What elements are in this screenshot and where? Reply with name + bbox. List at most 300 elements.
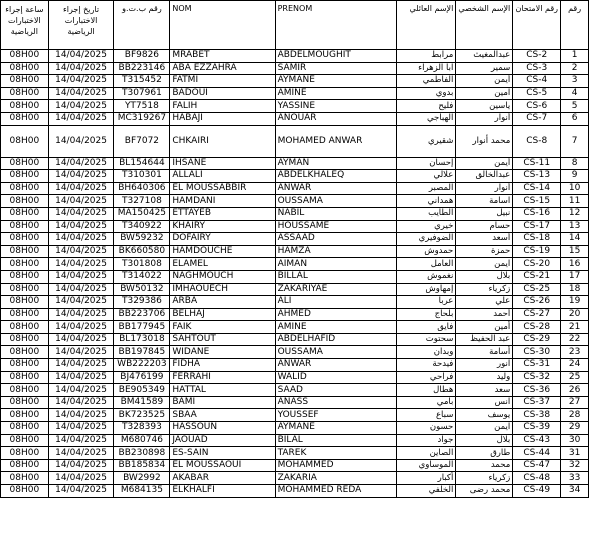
table-row: [1, 346, 589, 359]
cell-nom-ar: الطايب: [396, 207, 456, 220]
cell-num: 31: [561, 447, 589, 460]
cell-nom: FERRAHI: [170, 371, 275, 384]
cell-heure: 08H00: [1, 157, 49, 170]
cell-code: T329386: [114, 296, 170, 309]
cell-nom-ar: الموساوي: [396, 459, 456, 472]
cell-date: 14/04/2025: [48, 62, 114, 75]
cell-prenom-ar: وليد: [456, 371, 513, 384]
cell-exam: CS-17: [513, 220, 561, 233]
table-row: [1, 233, 589, 246]
cell-exam: CS-32: [513, 371, 561, 384]
cell-nom-ar: فليح: [396, 100, 456, 113]
cell-code: T307961: [114, 87, 170, 100]
cell-prenom-ar: أنوار: [456, 112, 513, 125]
cell-nom: BELHAJ: [170, 308, 275, 321]
cell-prenom: TAREK: [275, 447, 396, 460]
cell-date: 14/04/2025: [48, 100, 114, 113]
cell-heure: 08H00: [1, 396, 49, 409]
cell-nom-ar: بامي: [396, 396, 456, 409]
cell-num: 27: [561, 396, 589, 409]
header-nom: NOM: [170, 1, 275, 50]
cell-code: BB230898: [114, 447, 170, 460]
cell-prenom-ar: بلال: [456, 270, 513, 283]
table-row: [1, 384, 589, 397]
cell-nom: JAOUAD: [170, 434, 275, 447]
cell-nom: ELAMEL: [170, 258, 275, 271]
cell-code: BM41589: [114, 396, 170, 409]
header-date: تاريخ إجراء الاختبارات الرياضية: [48, 1, 114, 50]
cell-nom: DOFAIRY: [170, 233, 275, 246]
cell-heure: 08H00: [1, 207, 49, 220]
cell-nom-ar: سحتوت: [396, 333, 456, 346]
cell-date: 14/04/2025: [48, 434, 114, 447]
cell-prenom: MOHAMMED REDA: [275, 485, 396, 498]
cell-num: 22: [561, 333, 589, 346]
cell-code: T327108: [114, 195, 170, 208]
cell-num: 6: [561, 112, 589, 125]
cell-heure: 08H00: [1, 371, 49, 384]
cell-prenom-ar: طارق: [456, 447, 513, 460]
cell-date: 14/04/2025: [48, 170, 114, 183]
cell-exam: CS-21: [513, 270, 561, 283]
cell-exam: CS-43: [513, 434, 561, 447]
cell-code: BB223706: [114, 308, 170, 321]
cell-heure: 08H00: [1, 447, 49, 460]
header-row: [1, 1, 589, 50]
cell-exam: CS-38: [513, 409, 561, 422]
cell-nom: SAHTOUT: [170, 333, 275, 346]
cell-date: 14/04/2025: [48, 195, 114, 208]
cell-prenom: MOHAMED ANWAR: [275, 125, 396, 157]
cell-heure: 08H00: [1, 296, 49, 309]
cell-nom-ar: سباع: [396, 409, 456, 422]
cell-date: 14/04/2025: [48, 182, 114, 195]
table-row: [1, 396, 589, 409]
cell-code: WB222203: [114, 359, 170, 372]
cell-exam: CS-11: [513, 157, 561, 170]
cell-num: 7: [561, 125, 589, 157]
cell-code: MC319267: [114, 112, 170, 125]
table-body: [1, 50, 589, 498]
cell-heure: 08H00: [1, 195, 49, 208]
table-row: [1, 359, 589, 372]
cell-date: 14/04/2025: [48, 125, 114, 157]
table-row: [1, 207, 589, 220]
cell-prenom: HAMZA: [275, 245, 396, 258]
cell-exam: CS-15: [513, 195, 561, 208]
cell-nom-ar: الخلفي: [396, 485, 456, 498]
cell-nom-ar: وبدان: [396, 346, 456, 359]
cell-exam: CS-20: [513, 258, 561, 271]
cell-nom: EL MOUSSAOUI: [170, 459, 275, 472]
cell-exam: CS-39: [513, 422, 561, 435]
table-row: [1, 371, 589, 384]
cell-date: 14/04/2025: [48, 220, 114, 233]
cell-date: 14/04/2025: [48, 333, 114, 346]
table-row: [1, 333, 589, 346]
cell-prenom-ar: ايمن: [456, 422, 513, 435]
cell-nom-ar: همداني: [396, 195, 456, 208]
cell-heure: 08H00: [1, 182, 49, 195]
cell-prenom: BILLAL: [275, 270, 396, 283]
table-row: [1, 258, 589, 271]
cell-nom: HABAJI: [170, 112, 275, 125]
cell-nom: KHAIRY: [170, 220, 275, 233]
cell-date: 14/04/2025: [48, 396, 114, 409]
cell-nom-ar: الهباجي: [396, 112, 456, 125]
cell-code: T310301: [114, 170, 170, 183]
cell-code: BE905349: [114, 384, 170, 397]
cell-nom: AKABAR: [170, 472, 275, 485]
cell-nom-ar: خيري: [396, 220, 456, 233]
cell-prenom-ar: علي: [456, 296, 513, 309]
cell-date: 14/04/2025: [48, 459, 114, 472]
cell-num: 17: [561, 270, 589, 283]
cell-nom-ar: حمدوش: [396, 245, 456, 258]
cell-date: 14/04/2025: [48, 87, 114, 100]
cell-prenom: NABIL: [275, 207, 396, 220]
cell-exam: CS-36: [513, 384, 561, 397]
cell-date: 14/04/2025: [48, 50, 114, 63]
cell-num: 19: [561, 296, 589, 309]
cell-prenom-ar: محمد أنوار: [456, 125, 513, 157]
cell-exam: CS-26: [513, 296, 561, 309]
cell-nom: FIDHA: [170, 359, 275, 372]
cell-prenom-ar: أحمد: [456, 308, 513, 321]
cell-num: 10: [561, 182, 589, 195]
cell-prenom-ar: زكرياء: [456, 472, 513, 485]
cell-prenom: ABDELMOUGHIT: [275, 50, 396, 63]
cell-heure: 08H00: [1, 233, 49, 246]
cell-heure: 08H00: [1, 459, 49, 472]
cell-date: 14/04/2025: [48, 75, 114, 88]
cell-exam: CS-30: [513, 346, 561, 359]
table-row: [1, 182, 589, 195]
cell-code: BK660580: [114, 245, 170, 258]
cell-code: T315452: [114, 75, 170, 88]
cell-num: 28: [561, 409, 589, 422]
cell-exam: CS-19: [513, 245, 561, 258]
table-row: [1, 125, 589, 157]
cell-heure: 08H00: [1, 270, 49, 283]
cell-code: M684135: [114, 485, 170, 498]
cell-date: 14/04/2025: [48, 112, 114, 125]
cell-date: 14/04/2025: [48, 233, 114, 246]
cell-num: 33: [561, 472, 589, 485]
cell-nom-ar: فيدحة: [396, 359, 456, 372]
cell-nom-ar: ابا الزهراء: [396, 62, 456, 75]
cell-code: MA150425: [114, 207, 170, 220]
cell-prenom: ANWAR: [275, 182, 396, 195]
cell-nom-ar: إمهاوش: [396, 283, 456, 296]
cell-num: 23: [561, 346, 589, 359]
table-row: [1, 75, 589, 88]
cell-exam: CS-16: [513, 207, 561, 220]
cell-heure: 08H00: [1, 434, 49, 447]
cell-code: BH640306: [114, 182, 170, 195]
cell-date: 14/04/2025: [48, 384, 114, 397]
cell-prenom-ar: بلال: [456, 434, 513, 447]
cell-nom: FAIK: [170, 321, 275, 334]
cell-date: 14/04/2025: [48, 258, 114, 271]
cell-prenom: ABDELKHALEQ: [275, 170, 396, 183]
cell-num: 21: [561, 321, 589, 334]
cell-num: 11: [561, 195, 589, 208]
cell-num: 1: [561, 50, 589, 63]
cell-nom-ar: إحسان: [396, 157, 456, 170]
cell-prenom: ANASS: [275, 396, 396, 409]
cell-exam: CS-3: [513, 62, 561, 75]
table-row: [1, 170, 589, 183]
cell-nom-ar: الصاين: [396, 447, 456, 460]
header-heure: ساعة إجراء الاختبارات الرياضية: [1, 1, 49, 50]
cell-nom: CHKAIRI: [170, 125, 275, 157]
cell-exam: CS-7: [513, 112, 561, 125]
cell-heure: 08H00: [1, 245, 49, 258]
cell-exam: CS-13: [513, 170, 561, 183]
cell-nom: SBAA: [170, 409, 275, 422]
header-code: رقم ب.ت.و: [114, 1, 170, 50]
cell-nom-ar: جواد: [396, 434, 456, 447]
cell-date: 14/04/2025: [48, 207, 114, 220]
table-row: [1, 409, 589, 422]
cell-exam: CS-4: [513, 75, 561, 88]
cell-nom: IMHAOUECH: [170, 283, 275, 296]
table-row: [1, 245, 589, 258]
cell-nom: ABA EZZAHRA: [170, 62, 275, 75]
cell-code: BB177945: [114, 321, 170, 334]
cell-prenom: YASSINE: [275, 100, 396, 113]
cell-nom-ar: المصبر: [396, 182, 456, 195]
table-row: [1, 112, 589, 125]
table-row: [1, 283, 589, 296]
cell-code: BF7072: [114, 125, 170, 157]
cell-nom: ELKHALFI: [170, 485, 275, 498]
cell-exam: CS-27: [513, 308, 561, 321]
cell-num: 29: [561, 422, 589, 435]
table-row: [1, 87, 589, 100]
cell-date: 14/04/2025: [48, 270, 114, 283]
cell-nom-ar: حسون: [396, 422, 456, 435]
cell-exam: CS-18: [513, 233, 561, 246]
cell-date: 14/04/2025: [48, 346, 114, 359]
cell-num: 9: [561, 170, 589, 183]
header-exam: رقم الامتحان: [513, 1, 561, 50]
cell-date: 14/04/2025: [48, 485, 114, 498]
cell-prenom: ALI: [275, 296, 396, 309]
cell-prenom-ar: محمد: [456, 459, 513, 472]
cell-prenom-ar: يوسف: [456, 409, 513, 422]
cell-date: 14/04/2025: [48, 422, 114, 435]
header-prenom: PRENOM: [275, 1, 396, 50]
cell-nom-ar: هطال: [396, 384, 456, 397]
cell-date: 14/04/2025: [48, 472, 114, 485]
table-row: [1, 321, 589, 334]
cell-nom-ar: مرابط: [396, 50, 456, 63]
cell-num: 2: [561, 62, 589, 75]
cell-num: 5: [561, 100, 589, 113]
table-row: [1, 220, 589, 233]
cell-prenom: AMINE: [275, 321, 396, 334]
cell-exam: CS-49: [513, 485, 561, 498]
cell-heure: 08H00: [1, 422, 49, 435]
cell-num: 32: [561, 459, 589, 472]
table-row: [1, 434, 589, 447]
cell-date: 14/04/2025: [48, 283, 114, 296]
header-nom-ar: الإسم العائلي: [396, 1, 456, 50]
cell-code: T301808: [114, 258, 170, 271]
cell-prenom-ar: عبد الحفيظ: [456, 333, 513, 346]
cell-exam: CS-6: [513, 100, 561, 113]
table-row: [1, 100, 589, 113]
cell-exam: CS-44: [513, 447, 561, 460]
cell-num: 34: [561, 485, 589, 498]
cell-nom: MRABET: [170, 50, 275, 63]
cell-date: 14/04/2025: [48, 359, 114, 372]
cell-code: BB197845: [114, 346, 170, 359]
cell-heure: 08H00: [1, 346, 49, 359]
cell-prenom: AMINE: [275, 87, 396, 100]
cell-heure: 08H00: [1, 100, 49, 113]
cell-heure: 08H00: [1, 220, 49, 233]
cell-prenom: ANWAR: [275, 359, 396, 372]
cell-nom-ar: فايق: [396, 321, 456, 334]
cell-prenom-ar: أيمن: [456, 75, 513, 88]
cell-code: BK723525: [114, 409, 170, 422]
cell-prenom-ar: سمير: [456, 62, 513, 75]
cell-date: 14/04/2025: [48, 447, 114, 460]
cell-prenom: WALID: [275, 371, 396, 384]
cell-heure: 08H00: [1, 472, 49, 485]
cell-prenom: BILAL: [275, 434, 396, 447]
header-num: رقم: [561, 1, 589, 50]
cell-nom: IHSANE: [170, 157, 275, 170]
cell-nom-ar: شقيري: [396, 125, 456, 157]
table-row: [1, 50, 589, 63]
table-row: [1, 157, 589, 170]
cell-nom: HATTAL: [170, 384, 275, 397]
cell-num: 8: [561, 157, 589, 170]
cell-code: BB223146: [114, 62, 170, 75]
cell-prenom-ar: انس: [456, 396, 513, 409]
cell-prenom-ar: أنوار: [456, 182, 513, 195]
cell-nom: ES-SAIN: [170, 447, 275, 460]
cell-exam: CS-2: [513, 50, 561, 63]
cell-prenom: AIMAN: [275, 258, 396, 271]
cell-heure: 08H00: [1, 333, 49, 346]
cell-num: 24: [561, 359, 589, 372]
cell-prenom-ar: محمد رضى: [456, 485, 513, 498]
cell-prenom-ar: ايمن: [456, 258, 513, 271]
cell-nom: EL MOUSSABBIR: [170, 182, 275, 195]
cell-code: BW50132: [114, 283, 170, 296]
cell-date: 14/04/2025: [48, 157, 114, 170]
table-row: [1, 62, 589, 75]
cell-heure: 08H00: [1, 321, 49, 334]
cell-nom-ar: علالي: [396, 170, 456, 183]
cell-prenom-ar: ياسين: [456, 100, 513, 113]
cell-prenom-ar: سعد: [456, 384, 513, 397]
cell-num: 13: [561, 220, 589, 233]
cell-prenom: AYMANE: [275, 422, 396, 435]
cell-code: BF9826: [114, 50, 170, 63]
cell-exam: CS-37: [513, 396, 561, 409]
cell-nom-ar: نغموش: [396, 270, 456, 283]
cell-heure: 08H00: [1, 485, 49, 498]
table-row: [1, 195, 589, 208]
cell-prenom-ar: نبيل: [456, 207, 513, 220]
table-row: [1, 422, 589, 435]
cell-nom: FATMI: [170, 75, 275, 88]
cell-nom: HASSOUN: [170, 422, 275, 435]
cell-heure: 08H00: [1, 50, 49, 63]
cell-prenom: AYMAN: [275, 157, 396, 170]
cell-heure: 08H00: [1, 359, 49, 372]
cell-prenom: SAMIR: [275, 62, 396, 75]
cell-code: BW59232: [114, 233, 170, 246]
cell-nom-ar: الضوفيري: [396, 233, 456, 246]
cell-heure: 08H00: [1, 384, 49, 397]
cell-date: 14/04/2025: [48, 245, 114, 258]
cell-nom: ALLALI: [170, 170, 275, 183]
cell-prenom-ar: انور: [456, 359, 513, 372]
cell-num: 25: [561, 371, 589, 384]
table-row: [1, 308, 589, 321]
cell-exam: CS-47: [513, 459, 561, 472]
cell-heure: 08H00: [1, 125, 49, 157]
cell-code: T314022: [114, 270, 170, 283]
cell-heure: 08H00: [1, 75, 49, 88]
cell-nom-ar: بلحاج: [396, 308, 456, 321]
cell-code: BL154644: [114, 157, 170, 170]
cell-prenom: ANOUAR: [275, 112, 396, 125]
cell-prenom: ABDELHAFID: [275, 333, 396, 346]
cell-num: 16: [561, 258, 589, 271]
cell-heure: 08H00: [1, 258, 49, 271]
cell-nom-ar: الفاطمي: [396, 75, 456, 88]
cell-num: 4: [561, 87, 589, 100]
cell-prenom: AYMANE: [275, 75, 396, 88]
cell-heure: 08H00: [1, 112, 49, 125]
cell-nom: HAMDANI: [170, 195, 275, 208]
cell-heure: 08H00: [1, 170, 49, 183]
table-row: [1, 472, 589, 485]
cell-date: 14/04/2025: [48, 296, 114, 309]
cell-heure: 08H00: [1, 62, 49, 75]
cell-nom: ETTAYEB: [170, 207, 275, 220]
cell-prenom-ar: أسعد: [456, 233, 513, 246]
cell-nom-ar: فراحي: [396, 371, 456, 384]
cell-prenom-ar: امين: [456, 87, 513, 100]
cell-prenom: OUSSAMA: [275, 195, 396, 208]
table-row: [1, 270, 589, 283]
cell-exam: CS-29: [513, 333, 561, 346]
cell-nom: ARBA: [170, 296, 275, 309]
cell-code: M680746: [114, 434, 170, 447]
cell-num: 3: [561, 75, 589, 88]
table-row: [1, 459, 589, 472]
cell-prenom: ASSAAD: [275, 233, 396, 246]
cell-num: 15: [561, 245, 589, 258]
cell-exam: CS-25: [513, 283, 561, 296]
cell-nom-ar: بدوي: [396, 87, 456, 100]
cell-date: 14/04/2025: [48, 409, 114, 422]
cell-nom: BADOUI: [170, 87, 275, 100]
cell-code: BW2992: [114, 472, 170, 485]
cell-heure: 08H00: [1, 308, 49, 321]
cell-prenom: ZAKARIA: [275, 472, 396, 485]
cell-exam: CS-31: [513, 359, 561, 372]
